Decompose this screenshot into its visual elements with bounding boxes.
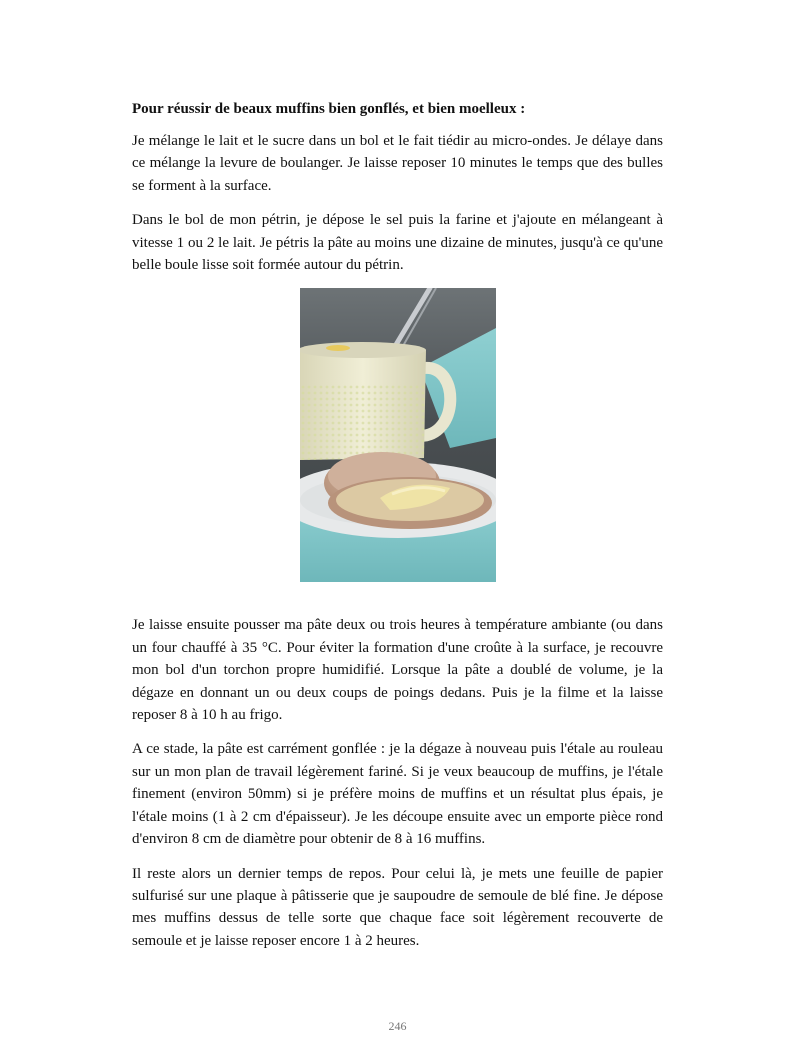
section-heading: Pour réussir de beaux muffins bien gonflés, et bien moelleux : [132,101,526,117]
paragraph-1: Je mélange le lait et le sucre dans un bol et le fait tiédir au micro-ondes. Je délaye dans ce mélange la levure de boulanger. Je laisse reposer 10 minutes le temps que des bulles se forment à la surface. [132,133,663,194]
paragraph-4: A ce stade, la pâte est carrément gonflée : je la dégaze à nouveau puis l'étale au rouleau sur un mon plan de travail légèrement fariné. Si je veux beaucoup de muffins, je l'étale finement (environ 50mm) si je préfère moins de muffins et un résultat plus épais, je l'étale moins (1 à 2 cm d'épaisseur). Je les découpe ensuite avec un emporte pièce rond d'environ 8 cm de diamètre pour obtenir de 8 à 16 muffins. [132,741,663,848]
page-number: 246 [388,1019,407,1033]
muffin-photo [300,288,496,582]
paragraph-5: Il reste alors un dernier temps de repos. Pour celui là, je mets une feuille de papier sulfurisé sur une plaque à pâtisserie que je saupoudre de semoule de blé fine. Je dépose mes muffins dessus de telle sorte que chaque face soit légèrement recouverte de semoule et je laisse reposer encore 1 à 2 heures. [132,865,663,949]
image-spacer [132,582,663,614]
document-page [132,98,663,964]
paragraph-3: Je laisse ensuite pousser ma pâte deux ou trois heures à température ambiante (ou dans un four chauffé à 35 °C. Pour éviter la formation d'une croûte à la surface, je recouvre mon bol d'un torchon propre humidifié. Lorsque la pâte a doublé de volume, je la dégaze en donnant un ou deux coups de poings dedans. Puis je la filme et la laisse reposer 8 à 10 h au frigo. [132,617,663,724]
paragraph-2: Dans le bol de mon pétrin, je dépose le sel puis la farine et j'ajoute en mélangeant à vitesse 1 ou 2 le lait. Je pétris la pâte au moins une dizaine de minutes, jusqu'à ce qu'une belle boule lisse soit formée autour du pétrin. [132,212,663,274]
muffin-photo-illustration [300,288,496,582]
